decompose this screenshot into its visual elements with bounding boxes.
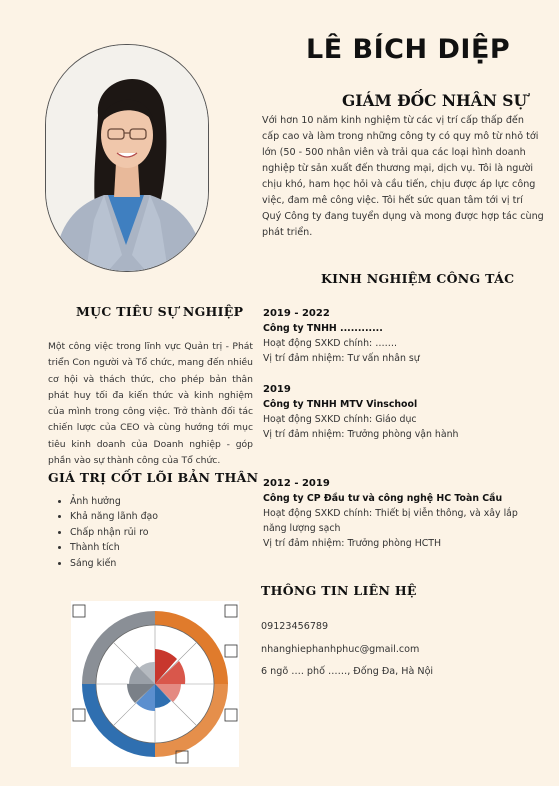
contact-address: 6 ngõ …. phố ……, Đống Đa, Hà Nội	[261, 666, 434, 677]
contact-email[interactable]: nhanghiephanhphuc@gmail.com	[261, 644, 420, 655]
experience-company: Công ty TNHH MTV Vinschool	[263, 399, 418, 410]
contact-title: THÔNG TIN LIÊN HỆ	[261, 583, 417, 598]
experience-position: Vị trí đảm nhiệm: Trưởng phòng HCTH	[263, 538, 442, 549]
portrait-image	[46, 45, 208, 271]
list-item: • Thành tích	[70, 540, 158, 555]
profile-summary: Với hơn 10 năm kinh nghiệm từ các vị trí cấp thấp đến cấp cao và làm trong những công ty có quy mô từ nhỏ tới lớn (50 - 500 nhân viên và trải qua các loại hình doanh nghiệp từ sản xuất đến thương mại, dịch vụ. Tôi là người chịu khó, ham học hỏi và cầu tiến, chịu được áp lực công việc, đam mê công việc. Tôi hết sức quan tâm tới vị trí Quý Công ty đang tuyển dụng và mong được hợp tác cùng phát triển.	[262, 115, 544, 238]
experience-years: 2019	[263, 384, 291, 395]
list-item: • Sáng kiến	[70, 556, 158, 571]
experience-years: 2019 - 2022	[263, 308, 330, 319]
values-wheel-image	[71, 601, 239, 767]
experience-company: Công ty TNHH ............	[263, 323, 383, 334]
experience-title: KINH NGHIỆM CÔNG TÁC	[321, 271, 515, 286]
experience-entry	[263, 476, 543, 551]
list-item: • Ảnh hưởng	[70, 494, 158, 509]
list-item: • Khả năng lãnh đạo	[70, 509, 158, 524]
values-wheel-graphic	[71, 601, 239, 767]
objective-title: MỤC TIÊU SỰ NGHIỆP	[76, 304, 244, 319]
candidate-role: GIÁM ĐỐC NHÂN SỰ	[342, 91, 527, 110]
experience-business: Hoạt động SXKD chính: …….	[263, 338, 397, 349]
experience-business: Hoạt động SXKD chính: Giáo dục	[263, 414, 417, 425]
candidate-name: LÊ BÍCH DIỆP	[306, 34, 511, 65]
experience-position: Vị trí đảm nhiệm: Trưởng phòng vận hành	[263, 429, 459, 440]
experience-entry	[263, 306, 543, 366]
experience-position: Vị trí đảm nhiệm: Tư vấn nhân sự	[263, 353, 420, 364]
contact-phone[interactable]: 09123456789	[261, 621, 329, 632]
experience-years: 2012 - 2019	[263, 478, 330, 489]
core-values-title: GIÁ TRỊ CỐT LÕI BẢN THÂN	[48, 470, 259, 485]
profile-photo	[45, 44, 209, 272]
experience-entry	[263, 382, 543, 442]
list-item: • Chấp nhận rủi ro	[70, 525, 158, 540]
objective-text: Một công việc trong lĩnh vực Quản trị - Phát triển Con người và Tổ chức, mang đến nhiều cơ hội và thách thức, cho phép bản thân phát huy tối đa kiến thức và kinh nghiệm của mình trong công việc. Trở thành đối tác chiến lược của CEO và cùng hướng tới mục tiêu kinh doanh của Doanh nghiệp - góp phần vào sự thành công của Tổ chức.	[48, 341, 253, 467]
experience-business: Hoạt động SXKD chính: Thiết bị viễn thông, và xây lắp năng lượng sạch	[263, 508, 518, 534]
core-values-list	[56, 494, 158, 571]
experience-company: Công ty CP Đầu tư và công nghệ HC Toàn Cầu	[263, 493, 503, 504]
